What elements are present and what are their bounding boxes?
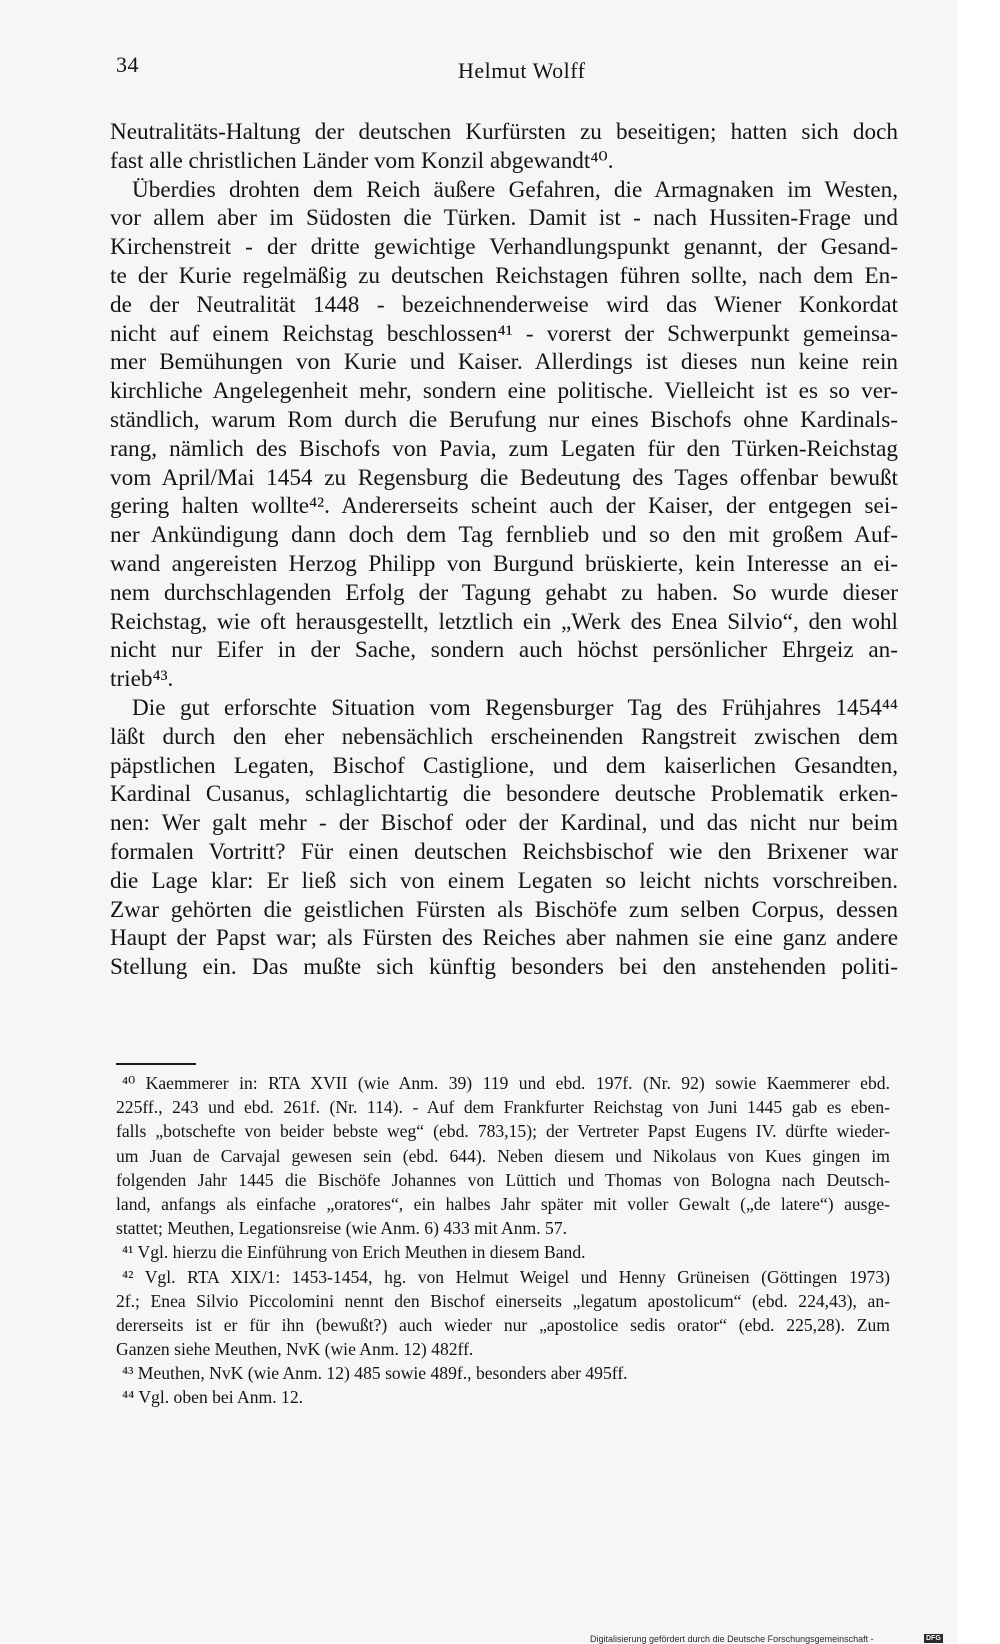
body-line: nen: Wer galt mehr - der Bischof oder der Kardinal, und das nicht nur beim (110, 810, 898, 837)
digitization-credit: Digitalisierung gefördert durch die Deutsche Forschungsgemeinschaft - (590, 1634, 874, 1644)
footnotes (116, 1071, 890, 1410)
body-line: fast alle christlichen Länder vom Konzil abgewandt⁴⁰. (110, 147, 614, 174)
footnote-43: ⁴³ Meuthen, NvK (wie Anm. 12) 485 sowie 489f., besonders aber 495ff. (122, 1363, 628, 1384)
footnote-line: Ganzen siehe Meuthen, NvK (wie Anm. 12) 482ff. (116, 1339, 474, 1360)
body-line: ständlich, warum Rom durch die Berufung nur eines Bischofs ohne Kardinals- (110, 406, 898, 433)
footnote-line: 225ff., 243 und ebd. 261f. (Nr. 114). - Auf dem Frankfurter Reichstag von Juni 1445 gab es eben- (116, 1097, 890, 1118)
body-line: Zwar gehörten die geistlichen Fürsten als Bischöfe zum selben Corpus, dessen (110, 896, 898, 923)
footnote-line: land, anfangs als einfache „oratores“, ein halbes Jahr später mit voller Gewalt („de latere“) ausge- (116, 1193, 890, 1214)
body-line: die Lage klar: Er ließ sich von einem Legaten so leicht nichts vorschreiben. (110, 867, 898, 894)
body-line: Haupt der Papst war; als Fürsten des Reiches aber nahmen sie eine ganz andere (110, 925, 898, 952)
footnote-rule (116, 1063, 196, 1065)
body-line: ner Ankündigung dann doch dem Tag fernblieb und so den mit großem Auf- (110, 522, 898, 549)
body-line: trieb⁴³. (110, 666, 174, 693)
footnote-line: um Juan de Carvajal gewesen sein (ebd. 644). Neben diesem und Nikolaus von Kues gingen im (116, 1145, 890, 1166)
body-line: gering halten wollte⁴². Andererseits scheint auch der Kaiser, der entgegen sei- (110, 493, 898, 520)
footnote-line: 2f.; Enea Silvio Piccolomini nennt den Bischof einerseits „legatum apostolicum“ (ebd. 224,43), an- (116, 1290, 890, 1311)
body-line: Neutralitäts-Haltung der deutschen Kurfürsten zu beseitigen; hatten sich doch (110, 119, 898, 145)
running-head: Helmut Wolff (458, 58, 586, 83)
footnote-40: ⁴⁰ Kaemmerer in: RTA XVII (wie Anm. 39) 119 und ebd. 197f. (Nr. 92) sowie Kaemmerer ebd. (122, 1073, 890, 1093)
footnote-line: falls „botschefte von beider bebste weg“ (ebd. 783,15); der Vertreter Papst Eugens IV. dürfte wieder- (116, 1121, 890, 1142)
body-line: vom April/Mai 1454 zu Regensburg die Bedeutung des Tages offenbar bewußt (110, 464, 898, 491)
body-line: formalen Vortritt? Für einen deutschen Reichsbischof wie den Brixener war (110, 838, 898, 865)
footnote-line: stattet; Meuthen, Legationsreise (wie Anm. 6) 433 mit Anm. 57. (116, 1218, 568, 1239)
body-line: Stellung ein. Das mußte sich künftig besonders bei den anstehenden politi- (110, 954, 898, 981)
body-line: Die gut erforschte Situation vom Regensburger Tag des Frühjahres 1454⁴⁴ (132, 694, 898, 721)
body-line: rang, nämlich des Bischofs von Pavia, zum Legaten für den Türken-Reichstag (110, 435, 898, 462)
body-line: Reichstag, wie oft herausgestellt, letztlich ein „Werk des Enea Silvio“, den wohl (110, 608, 898, 635)
body-line: Kardinal Cusanus, schlaglichtartig die besondere deutsche Problematik erken- (110, 781, 898, 808)
body-line: nem durchschlagenden Erfolg der Tagung gehabt zu haben. So wurde dieser (110, 579, 898, 606)
page-number: 34 (116, 52, 139, 77)
body-line: päpstlichen Legaten, Bischof Castiglione, und dem kaiserlichen Gesandten, (110, 752, 898, 779)
footnote-42: ⁴² Vgl. RTA XIX/1: 1453-1454, hg. von Helmut Weigel und Henny Grüneisen (Göttingen 1973) (122, 1266, 890, 1287)
body-line: Überdies drohten dem Reich äußere Gefahren, die Armagnaken im Westen, (132, 176, 898, 203)
footnote-line: folgenden Jahr 1445 die Bischöfe Johannes von Lüttich und Thomas von Bologna nach Deutsch- (116, 1169, 890, 1190)
footnote-44: ⁴⁴ Vgl. oben bei Anm. 12. (122, 1387, 304, 1408)
body-line: te der Kurie regelmäßig zu deutschen Reichstagen führen sollte, nach dem En- (110, 262, 898, 289)
body-line: nicht nur Eifer in der Sache, sondern auch höchst persönlicher Ehrgeiz an- (110, 637, 898, 664)
body-line: nicht auf einem Reichstag beschlossen⁴¹ - vorerst der Schwerpunkt gemeinsa- (110, 320, 898, 347)
body-line: wand angereisten Herzog Philipp von Burgund brüskierte, kein Interesse an ei- (110, 550, 898, 577)
footnote-41: ⁴¹ Vgl. hierzu die Einführung von Erich Meuthen in diesem Band. (122, 1242, 586, 1263)
body-line: vor allem aber im Südosten die Türken. Damit ist - nach Hussiten-Frage und (110, 205, 898, 232)
scan-margin (958, 0, 1000, 1643)
body-line: läßt durch den eher nebensächlich erscheinenden Rangstreit zwischen dem (110, 723, 898, 750)
body-line: kirchliche Angelegenheit mehr, sondern eine politische. Vielleicht ist es so ver- (110, 378, 898, 405)
body-text (110, 118, 898, 982)
body-line: mer Bemühungen von Kurie und Kaiser. Allerdings ist dieses nun keine rein (110, 349, 898, 376)
body-line: Kirchenstreit - der dritte gewichtige Verhandlungspunkt genannt, der Gesand- (110, 234, 898, 261)
footnote-line: dererseits ist er für ihn (bewußt?) auch wieder nur „apostolice sedis orator“ (ebd. 225,28). Zum (116, 1314, 890, 1335)
dfg-logo: DFG (926, 1635, 941, 1642)
body-line: de der Neutralität 1448 - bezeichnenderweise wird das Wiener Konkordat (110, 291, 898, 318)
